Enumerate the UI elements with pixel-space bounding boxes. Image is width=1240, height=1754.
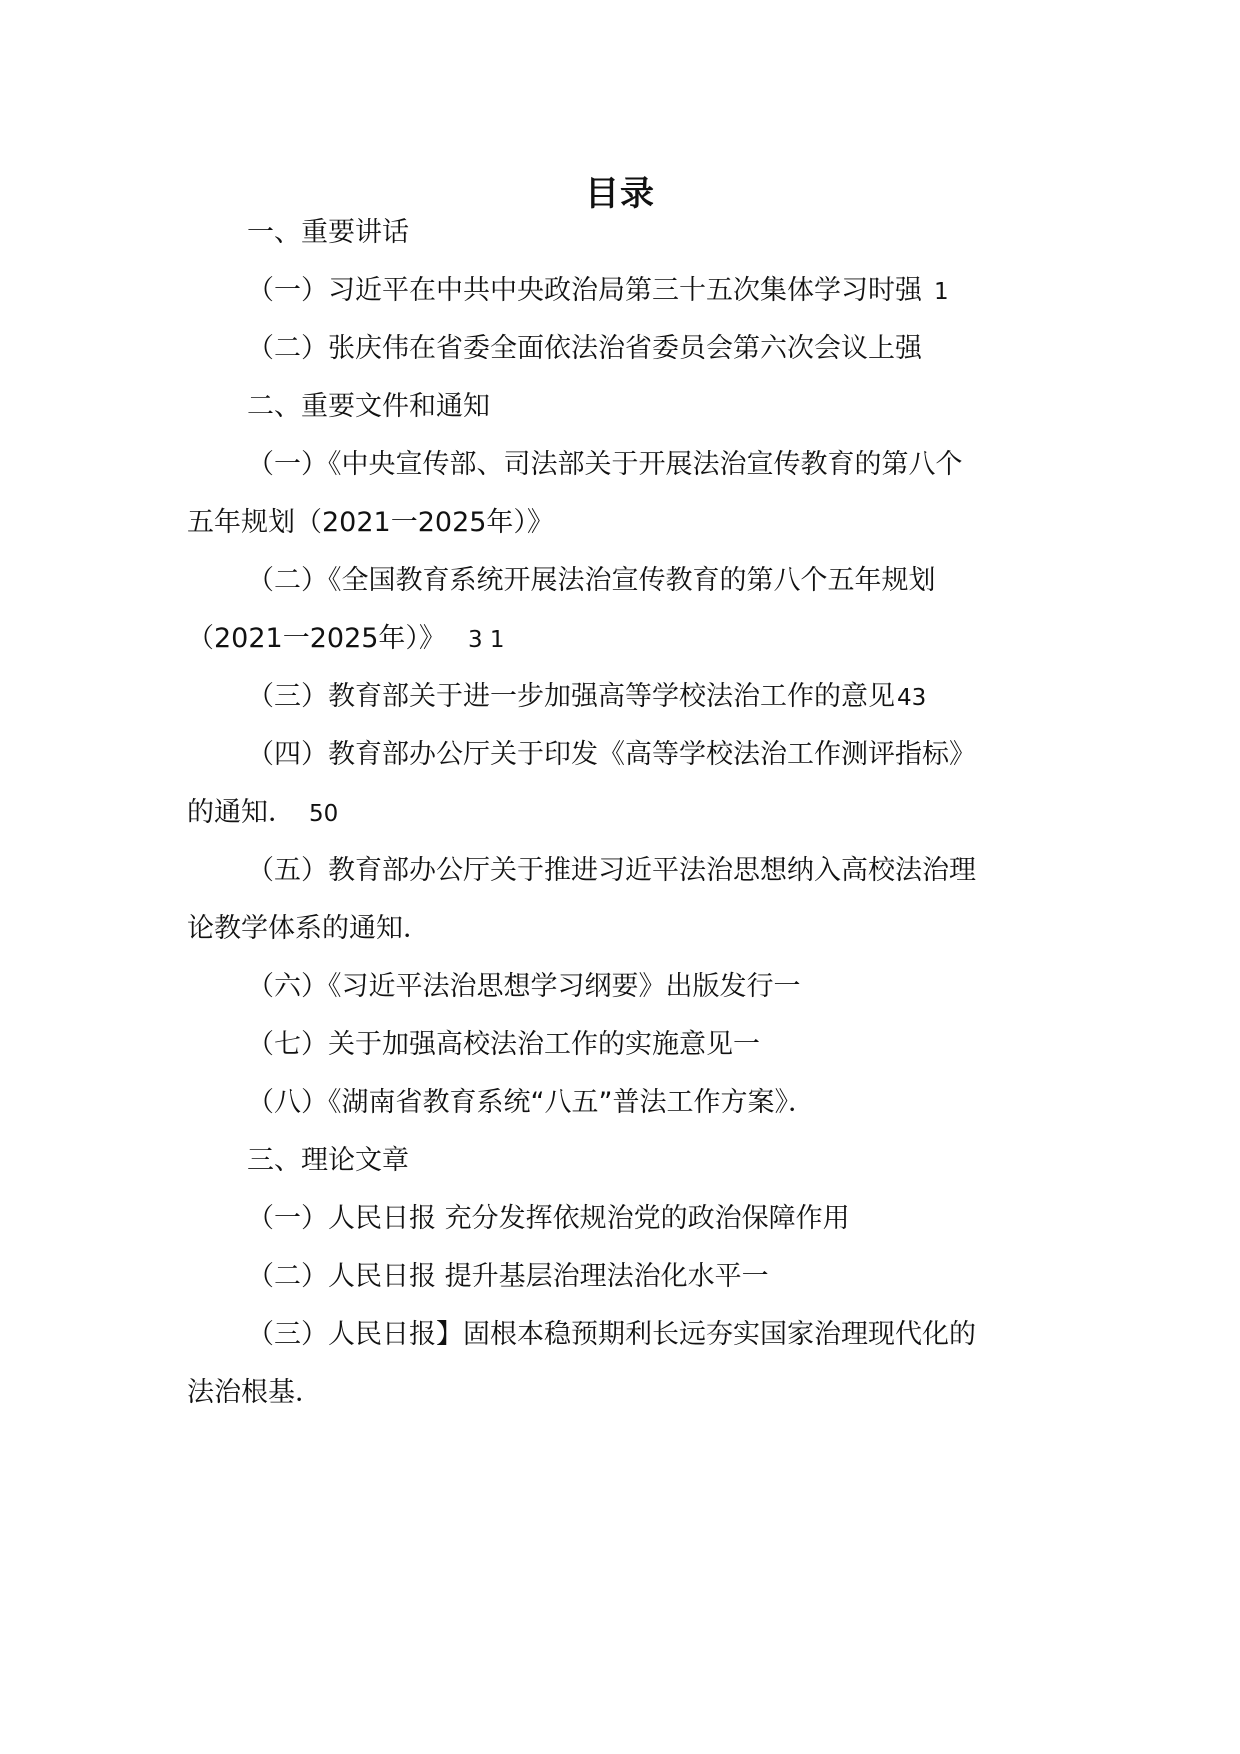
toc-entry-text: 五年规划（2021一2025年）》 <box>187 507 554 538</box>
toc-entry <box>247 1315 976 1355</box>
toc-entry-text: （一）《中央宣传部、司法部关于开展法治宣传教育的第八个 <box>247 449 963 480</box>
toc-entry <box>247 271 949 312</box>
toc-entry-text: （三）人民日报】固根本稳预期利长远夯实国家治理现代化的 <box>247 1319 976 1350</box>
toc-entry-text: 二、重要文件和通知 <box>247 391 490 422</box>
toc-entry-text: （2021一2025年）》 <box>187 623 446 654</box>
toc-entry-text: 法治根基． <box>187 1377 322 1408</box>
toc-heading <box>247 213 409 253</box>
toc-entry <box>247 1257 769 1297</box>
toc-entry-continuation <box>187 619 505 660</box>
toc-entry <box>247 967 801 1007</box>
toc-entry <box>247 561 936 601</box>
toc-entry-text: 的通知． <box>187 797 295 828</box>
toc-entry-text: （一）习近平在中共中央政治局第三十五次集体学习时强 <box>247 275 922 306</box>
toc-entry-text: （一）人民日报 充分发挥依规治党的政治保障作用 <box>247 1203 850 1234</box>
toc-heading <box>247 1141 409 1181</box>
toc-page-number: 3 1 <box>467 627 505 653</box>
toc-entry <box>247 1025 760 1065</box>
toc-page-number: 1 <box>934 279 949 305</box>
toc-entry-text: （五）教育部办公厅关于推进习近平法治思想纳入高校法治理 <box>247 855 976 886</box>
toc-entry-text: （二）张庆伟在省委全面依法治省委员会第六次会议上强 <box>247 333 922 364</box>
toc-heading <box>247 387 490 427</box>
toc-entry-text: （六）《习近平法治思想学习纲要》出版发行一 <box>247 971 801 1002</box>
toc-entry-text: （二）人民日报 提升基层治理法治化水平一 <box>247 1261 769 1292</box>
toc-entry <box>247 677 926 718</box>
toc-entry-text: （七）关于加强高校法治工作的实施意见一 <box>247 1029 760 1060</box>
toc-entry-continuation <box>187 503 554 543</box>
toc-page-number: 50 <box>309 801 339 827</box>
toc-entry-continuation <box>187 1373 322 1413</box>
toc-entry <box>247 851 976 891</box>
toc-entry-continuation <box>187 793 338 834</box>
toc-title: 目录 <box>585 174 655 214</box>
toc-entry <box>247 1199 850 1239</box>
toc-entry <box>247 1083 815 1123</box>
toc-entry <box>247 445 963 485</box>
toc-page-number: 43 <box>897 685 927 711</box>
toc-entry-text: （八）《湖南省教育系统“八五”普法工作方案》． <box>247 1087 815 1118</box>
toc-entry-text: （二）《全国教育系统开展法治宣传教育的第八个五年规划 <box>247 565 936 596</box>
toc-entry <box>247 329 922 369</box>
toc-entry-text: （三）教育部关于进一步加强高等学校法治工作的意见 <box>247 681 895 712</box>
toc-entry <box>247 735 976 775</box>
toc-entry-continuation <box>187 909 430 949</box>
toc-entry-text: 三、理论文章 <box>247 1145 409 1176</box>
toc-entry-text: 论教学体系的通知． <box>187 913 430 944</box>
toc-entry-text: 一、重要讲话 <box>247 217 409 248</box>
toc-entry-text: （四）教育部办公厅关于印发《高等学校法治工作测评指标》 <box>247 739 976 770</box>
